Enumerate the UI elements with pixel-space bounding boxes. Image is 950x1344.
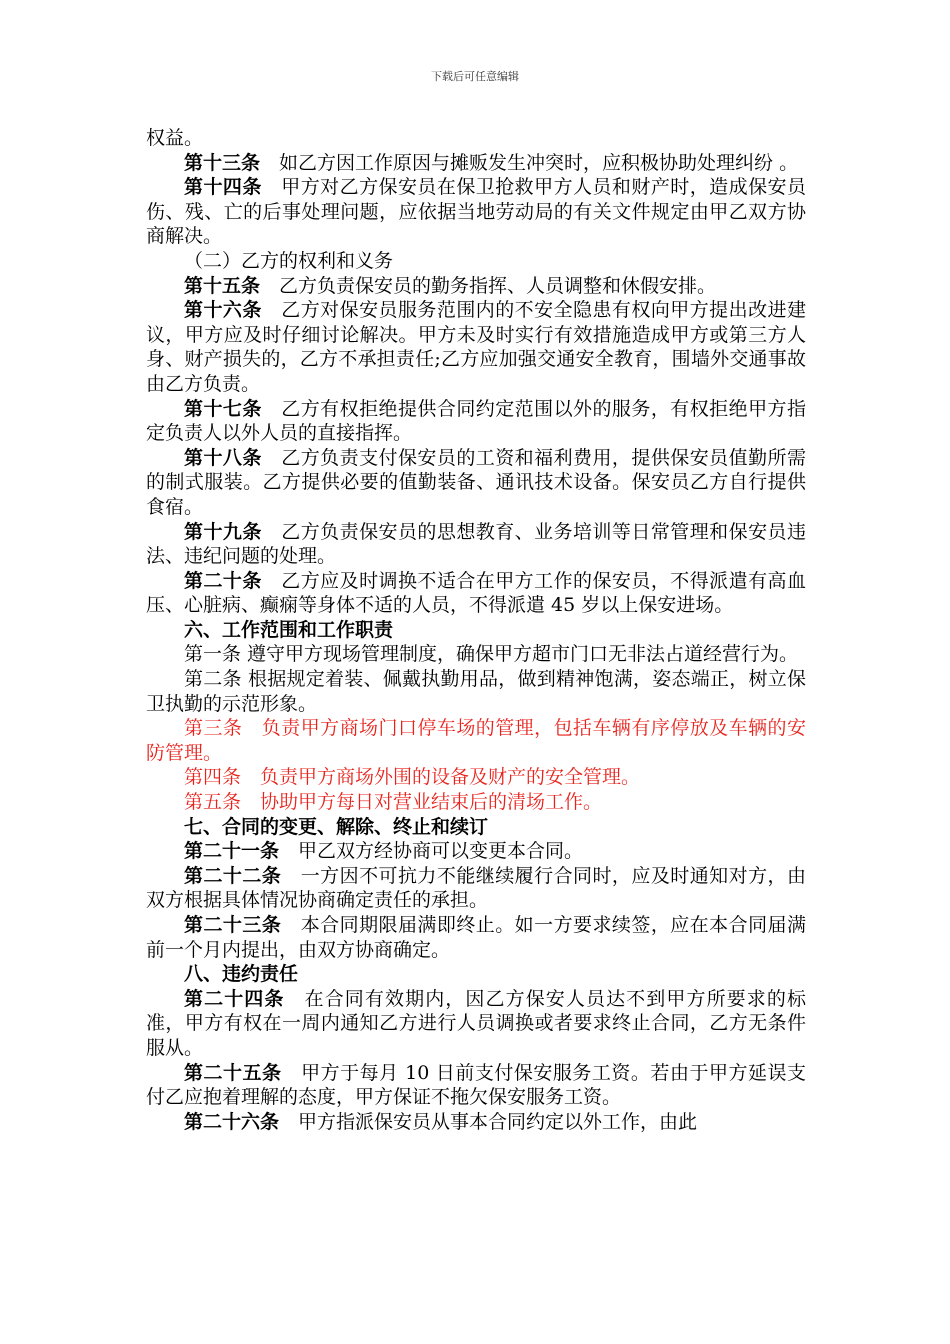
article-number: 第十七条 — [184, 397, 262, 420]
article-number: 第二十二条 — [184, 864, 282, 887]
paragraph-text: 乙方负责支付保安员的工资和福利费用，提供保安员值勤所需的制式服装。乙方提供必要的值勤装备、通讯技术设备。保安员乙方自行提供食宿。 — [146, 446, 806, 518]
article-paragraph — [146, 1061, 806, 1110]
article-paragraph — [146, 864, 806, 913]
article-number: 第二十五条 — [184, 1061, 282, 1084]
paragraph-text: 甲方对乙方保安员在保卫抢救甲方人员和财产时，造成保安员伤、残、亡的后事处理问题，应依据当地劳动局的有关文件规定由甲乙双方协商解决。 — [146, 176, 806, 248]
article-paragraph — [146, 839, 806, 864]
paragraph-text: 甲方指派保安员从事本合同约定以外工作，由此 — [298, 1110, 698, 1133]
paragraph-text: 乙方有权拒绝提供合同约定范围以外的服务，有权拒绝甲方指定负责人以外人员的直接指挥。 — [146, 397, 806, 445]
paragraph-text: 乙方对保安员服务范围内的不安全隐患有权向甲方提出改进建议，甲方应及时仔细讨论解决。甲方未及时实行有效措施造成甲方或第三方人身、财产损失的，乙方不承担责任;乙方应加强交通安全教育，围墙外交通事故由乙方负责。 — [146, 299, 806, 395]
paragraph — [146, 667, 806, 716]
article-number: 第十五条 — [184, 274, 261, 297]
paragraph-text: 七、合同的变更、解除、终止和续订 — [184, 815, 489, 838]
article-number: 第十九条 — [184, 520, 262, 543]
article-number: 第十六条 — [184, 299, 262, 322]
paragraph-text: 乙方应及时调换不适合在甲方工作的保安员，不得派遣有高血压、心脏病、癫痫等身体不适的人员，不得派遣 45 岁以上保安进场。 — [146, 569, 806, 617]
paragraph-text: 乙方负责保安员的勤务指挥、人员调整和休假安排。 — [279, 274, 717, 297]
article-number: 第二十三条 — [184, 914, 282, 936]
article-paragraph — [146, 151, 806, 176]
section-heading — [146, 815, 806, 840]
article-paragraph — [146, 274, 806, 299]
paragraph-text: 乙方负责保安员的思想教育、业务培训等日常管理和保安员违法、违纪问题的处理。 — [146, 520, 806, 568]
article-paragraph — [146, 987, 806, 1061]
paragraph-text: 在合同有效期内，因乙方保安人员达不到甲方所要求的标准，甲方有权在一周内通知乙方进行人员调换或者要求终止合同，乙方无条件服从。 — [146, 987, 806, 1059]
paragraph — [146, 249, 806, 274]
paragraph-text: 八、违约责任 — [184, 963, 299, 986]
page-header: 下载后可任意编辑 — [431, 70, 519, 83]
article-paragraph — [146, 397, 806, 446]
article-number: 第二十条 — [184, 569, 262, 592]
paragraph-text: 甲乙双方经协商可以变更本合同。 — [298, 840, 584, 863]
paragraph-text: 第三条 负责甲方商场门口停车场的管理，包括车辆有序停放及车辆的安防管理。 — [146, 717, 806, 764]
article-paragraph — [146, 569, 806, 618]
paragraph-text: 第四条 负责甲方商场外围的设备及财产的安全管理。 — [184, 766, 641, 789]
article-paragraph — [146, 446, 806, 520]
paragraph-text: 甲方于每月 10 日前支付保安服务工资。若由于甲方延误支付乙应抱着理解的态度，甲方保证不拖欠保安服务工资。 — [146, 1061, 806, 1109]
paragraph — [146, 790, 806, 815]
paragraph — [146, 716, 806, 765]
paragraph — [146, 642, 806, 667]
article-number: 第十四条 — [184, 176, 262, 199]
article-number: 第十八条 — [184, 446, 262, 469]
article-paragraph — [146, 1110, 806, 1135]
paragraph-text: 第五条 协助甲方每日对营业结束后的清场工作。 — [184, 791, 603, 814]
paragraph-text: 第一条 遵守甲方现场管理制度，确保甲方超市门口无非法占道经营行为。 — [184, 643, 799, 666]
article-paragraph — [146, 913, 806, 962]
paragraph-text: 六、工作范围和工作职责 — [184, 618, 394, 641]
article-number: 第十三条 — [184, 151, 261, 174]
paragraph — [146, 765, 806, 790]
section-heading — [146, 618, 806, 643]
article-number: 第二十六条 — [184, 1110, 280, 1133]
paragraph-text: （二）乙方的权利和义务 — [184, 249, 394, 272]
article-paragraph — [146, 520, 806, 569]
paragraph-text: 第二条 根据规定着装、佩戴执勤用品，做到精神饱满，姿态端正，树立保卫执勤的示范形象。 — [146, 668, 806, 715]
article-paragraph — [146, 175, 806, 249]
paragraph-text: 如乙方因工作原因与摊贩发生冲突时，应积极协助处理纠纷 。 — [279, 151, 799, 174]
document-body — [146, 126, 806, 1134]
article-number: 第二十一条 — [184, 840, 280, 863]
article-paragraph — [146, 298, 806, 396]
paragraph-text: 本合同期限届满即终止。如一方要求续签，应在本合同届满前一个月内提出，由双方协商确定。 — [146, 914, 806, 961]
paragraph-text: 一方因不可抗力不能继续履行合同时，应及时通知对方，由双方根据具体情况协商确定责任的承担。 — [146, 864, 806, 912]
section-heading — [146, 962, 806, 987]
paragraph — [146, 126, 806, 151]
paragraph-text: 权益。 — [146, 127, 204, 149]
article-number: 第二十四条 — [184, 987, 285, 1010]
